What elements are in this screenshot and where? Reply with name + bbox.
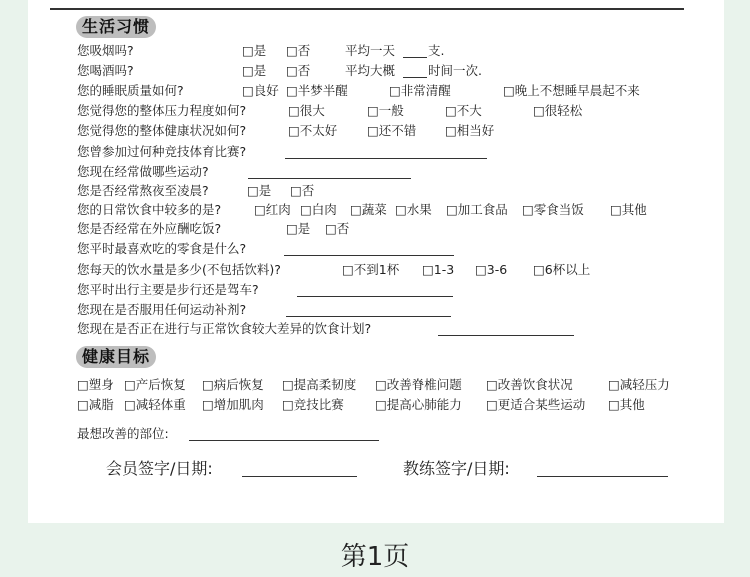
blank-field[interactable] [286,304,451,317]
option-good[interactable]: □良好 [242,83,279,98]
option-very-good[interactable]: □相当好 [445,123,495,138]
option-3-6[interactable]: □3-6 [475,262,508,277]
option-no[interactable]: □否 [286,63,311,78]
goal-option[interactable]: □减轻体重 [124,397,186,412]
top-rule [50,8,684,10]
blank-field[interactable] [403,45,427,58]
question-label: 您是否经常熬夜至凌晨? [77,183,209,198]
goal-option[interactable]: □更适合某些运动 [486,397,586,412]
option-low[interactable]: □不大 [445,103,482,118]
goal-option[interactable]: □塑身 [77,377,114,392]
member-signature-label: 会员签字/日期: [106,459,213,478]
option-fruit[interactable]: □水果 [395,202,432,217]
question-label: 您每天的饮水量是多少(不包括饮料)? [77,262,281,277]
question-label: 您的日常饮食中较多的是? [77,202,222,217]
option-medium[interactable]: □一般 [367,103,404,118]
question-label: 您觉得您的整体压力程度如何? [77,103,247,118]
question-label: 您现在经常做哪些运动? [77,164,209,179]
blank-field[interactable] [248,166,411,179]
option-yes[interactable]: □是 [247,183,272,198]
blank-field[interactable] [285,146,487,159]
question-label: 您曾参加过何种竞技体育比赛? [77,144,247,159]
option-no[interactable]: □否 [325,221,350,236]
option-yes[interactable]: □是 [242,43,267,58]
goal-option[interactable]: □病后恢复 [202,377,264,392]
question-label: 您现在是否正在进行与正常饮食较大差异的饮食计划? [77,321,372,336]
option-not-good[interactable]: □不太好 [288,123,338,138]
question-label: 您平时出行主要是步行还是驾车? [77,282,259,297]
goal-option[interactable]: □减脂 [77,397,114,412]
question-label: 您平时最喜欢吃的零食是什么? [77,241,247,256]
option-no[interactable]: □否 [286,43,311,58]
goal-option[interactable]: □其他 [608,397,645,412]
text-suffix: 时间一次. [428,63,482,78]
goal-option[interactable]: □改善饮食状况 [486,377,573,392]
text-suffix: 支. [428,43,445,58]
option-snacks-as-meal[interactable]: □零食当饭 [522,202,584,217]
option-yes[interactable]: □是 [242,63,267,78]
blank-field[interactable] [284,243,454,256]
coach-signature-label: 教练签字/日期: [403,459,510,478]
blank-field[interactable] [189,428,379,441]
option-half-awake[interactable]: □半梦半醒 [286,83,348,98]
section-title-lifestyle: 生活习惯 [76,16,156,38]
goal-option[interactable]: □减轻压力 [608,377,670,392]
coach-signature-line[interactable] [537,476,668,477]
question-label: 您现在是否服用任何运动补剂? [77,302,247,317]
blank-field[interactable] [297,284,453,297]
option-night-owl[interactable]: □晚上不想睡早晨起不来 [503,83,640,98]
option-no[interactable]: □否 [290,183,315,198]
goal-option[interactable]: □增加肌肉 [202,397,264,412]
option-less-than-1[interactable]: □不到1杯 [342,262,400,277]
question-label: 您觉得您的整体健康状况如何? [77,123,247,138]
question-label: 您的睡眠质量如何? [77,83,184,98]
option-red-meat[interactable]: □红肉 [254,202,291,217]
text-prefix: 平均大概 [345,63,396,78]
option-high[interactable]: □很大 [288,103,325,118]
option-other[interactable]: □其他 [610,202,647,217]
option-vegetables[interactable]: □蔬菜 [350,202,387,217]
blank-field[interactable] [403,65,427,78]
blank-field[interactable] [438,323,574,336]
option-yes[interactable]: □是 [286,221,311,236]
question-label: 您吸烟吗? [77,43,134,58]
option-1-3[interactable]: □1-3 [422,262,455,277]
option-very-awake[interactable]: □非常清醒 [389,83,451,98]
page-number: 第1页 [340,542,410,572]
member-signature-line[interactable] [242,476,357,477]
option-relaxed[interactable]: □很轻松 [533,103,583,118]
question-label: 您是否经常在外应酬吃饭? [77,221,222,236]
option-white-meat[interactable]: □白肉 [300,202,337,217]
option-6-plus[interactable]: □6杯以上 [533,262,591,277]
text-prefix: 平均一天 [345,43,396,58]
goal-option[interactable]: □提高柔韧度 [282,377,357,392]
option-processed-food[interactable]: □加工食品 [446,202,508,217]
goal-option[interactable]: □竞技比赛 [282,397,344,412]
question-label: 您喝酒吗? [77,63,134,78]
improve-label: 最想改善的部位: [77,426,169,441]
goal-option[interactable]: □产后恢复 [124,377,186,392]
section-title-health-goals: 健康目标 [76,346,156,368]
goal-option[interactable]: □改善脊椎问题 [375,377,462,392]
goal-option[interactable]: □提高心肺能力 [375,397,462,412]
option-fine[interactable]: □还不错 [367,123,417,138]
